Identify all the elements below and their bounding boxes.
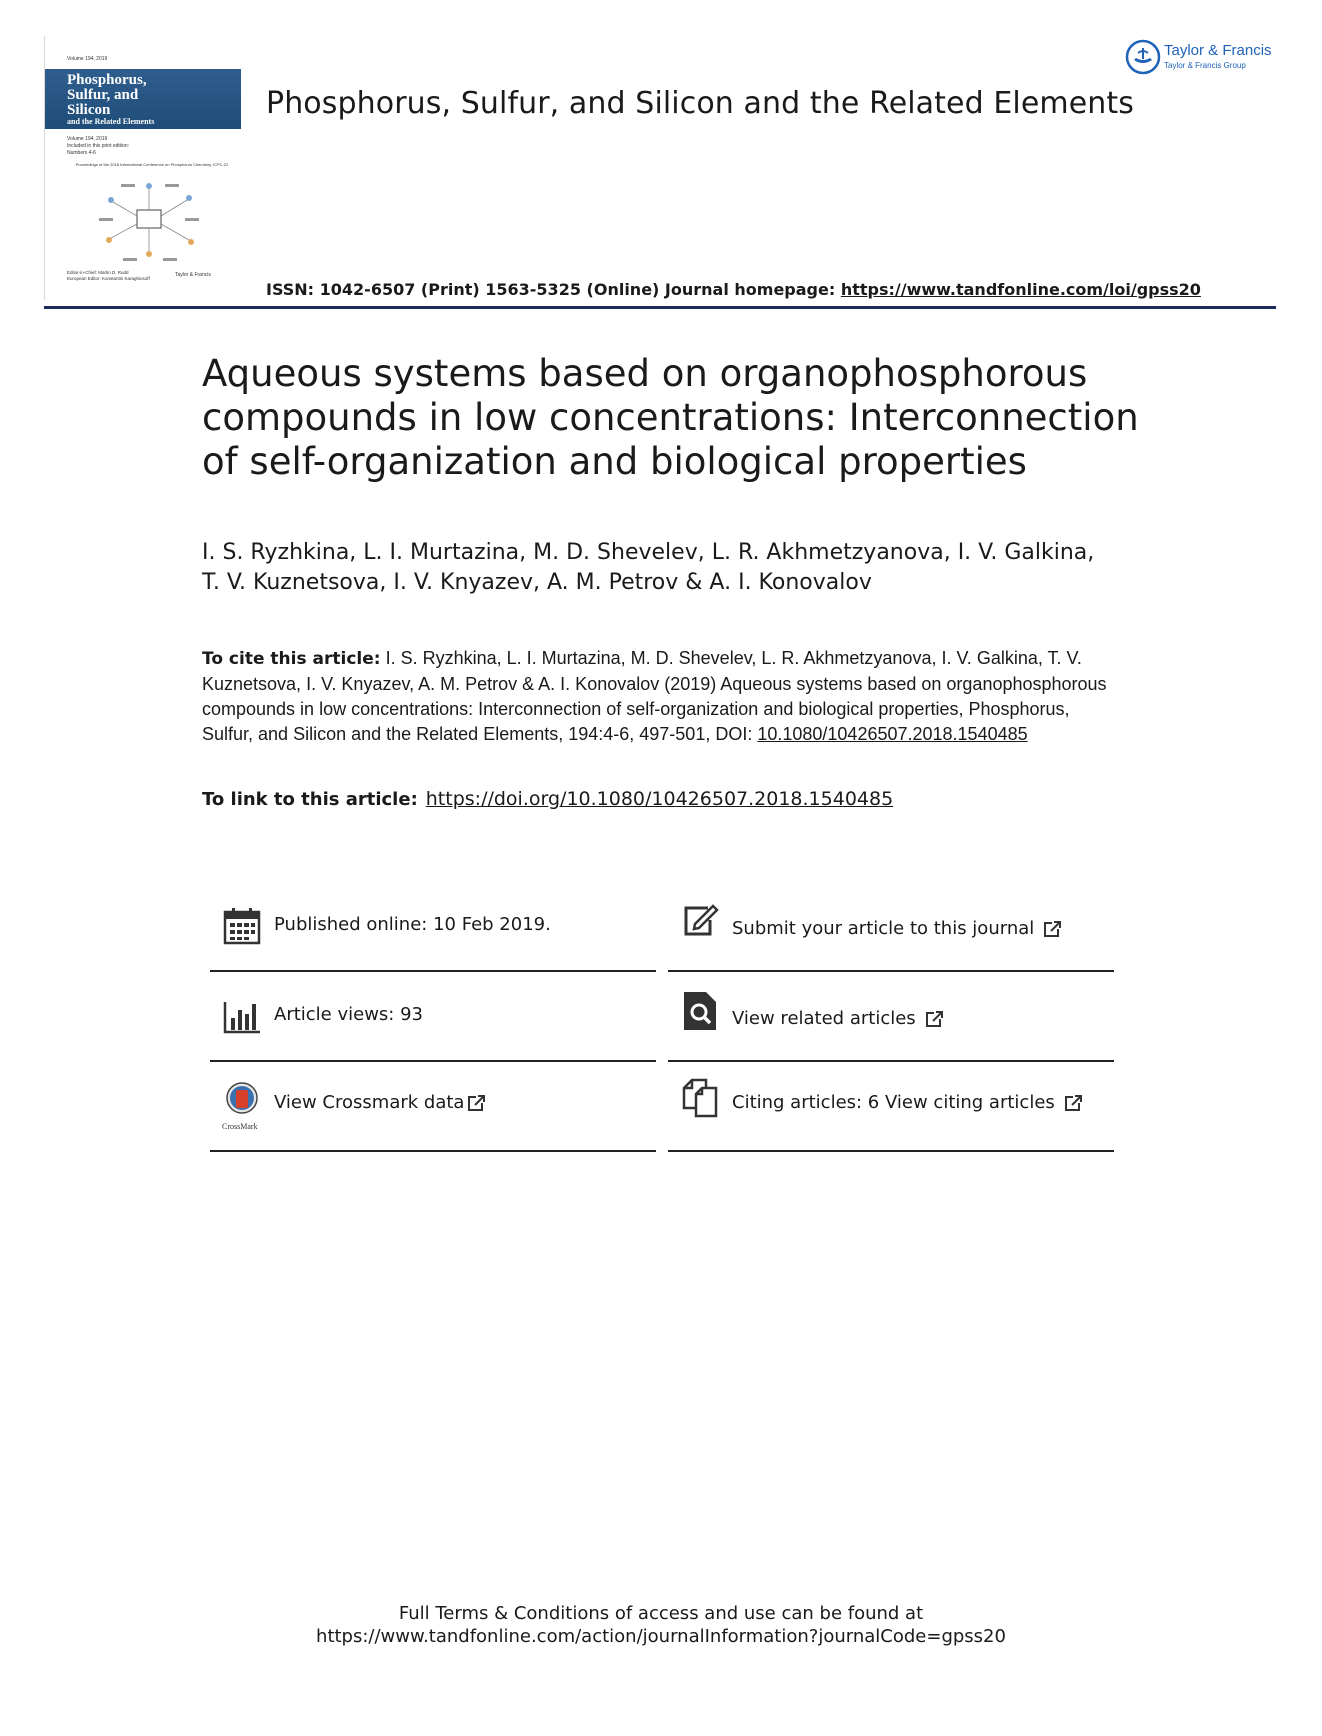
cover-publisher-mark: Taylor & Francis <box>175 272 211 278</box>
citing-articles-link[interactable] <box>732 1092 1083 1113</box>
cell-divider <box>210 1150 656 1152</box>
submit-article-cell[interactable] <box>668 892 1114 972</box>
published-online-cell <box>210 892 656 972</box>
external-link-icon <box>466 1094 486 1112</box>
crossmark-link[interactable] <box>274 1092 486 1113</box>
cell-divider <box>210 970 656 972</box>
related-articles-cell[interactable] <box>668 982 1114 1062</box>
cover-meta: Volume 194, 2019 Included in this print edition: Numbers 4-6 <box>67 136 129 156</box>
external-link-icon <box>1063 1094 1083 1112</box>
related-articles-label: View related articles <box>732 1008 916 1029</box>
issn-line <box>266 280 1201 299</box>
cell-divider <box>668 1150 1114 1152</box>
cover-subtitle: and the Related Elements <box>67 117 155 126</box>
cite-label: To cite this article: <box>202 649 381 669</box>
external-link-icon <box>924 1010 944 1028</box>
publisher-name: Taylor & Francis <box>1164 42 1272 59</box>
article-authors: I. S. Ryzhkina, L. I. Murtazina, M. D. Shevelev, L. R. Akhmetzyanova, I. V. Galkina, T. V. Kuznetsova, I. V. Knyazev, A. M. Petrov & A. I. Konovalov <box>202 540 1095 595</box>
crossmark-cell[interactable] <box>210 1072 656 1152</box>
search-document-icon <box>680 990 720 1030</box>
calendar-icon <box>222 906 262 946</box>
crossmark-logo-text: CrossMark <box>222 1122 258 1131</box>
issn-text: ISSN: 1042-6507 (Print) 1563-5325 (Online) Journal homepage: <box>266 280 841 299</box>
taylor-francis-logo-icon <box>1124 38 1162 76</box>
header-divider <box>44 306 1276 309</box>
journal-cover <box>44 36 240 300</box>
article-views-cell <box>210 982 656 1062</box>
cite-text: I. S. Ryzhkina, L. I. Murtazina, M. D. Shevelev, L. R. Akhmetzyanova, I. V. Galkina, T. V. Kuznetsova, I. V. Knyazev, A. M. Petrov & A. I. Konovalov (2019) Aqueous systems based on organophosphorous compounds in low concentrations: Interconnection of self-organization and biological properties, Phosphorus, Sulfur, and Silicon and the Related Elements, 194:4-6, 497-501, DOI: <box>202 648 1107 744</box>
bar-chart-icon <box>222 996 262 1036</box>
external-link-icon <box>1042 920 1062 938</box>
citing-articles-cell[interactable] <box>668 1072 1114 1152</box>
publisher-group: Taylor & Francis Group <box>1164 61 1246 70</box>
published-online-text: Published online: 10 Feb 2019. <box>274 914 551 935</box>
cover-volume-line: Volume 194, 2019 <box>67 56 108 62</box>
cover-diagram-icon <box>95 176 205 268</box>
article-link-line <box>202 788 893 810</box>
related-articles-link[interactable] <box>732 1008 944 1029</box>
copy-documents-icon <box>680 1078 720 1118</box>
cover-editors: Editor-in-Chief: Martin D. Rudd European Editor: Konstantin Karaghiosoff <box>67 270 150 281</box>
journal-name: Phosphorus, Sulfur, and Silicon and the Related Elements <box>266 86 1134 121</box>
crossmark-label: View Crossmark data <box>274 1092 465 1113</box>
link-label: To link to this article: <box>202 789 418 810</box>
crossmark-icon <box>222 1082 262 1122</box>
citation-block <box>202 646 1122 747</box>
cover-proceedings: Proceedings of the 2018 International Conference on Phosphorus Chemistry, ICPC-22 <box>75 162 229 167</box>
journal-homepage-link[interactable]: https://www.tandfonline.com/loi/gpss20 <box>840 280 1201 299</box>
citing-articles-label: Citing articles: 6 View citing articles <box>732 1092 1055 1113</box>
footer <box>0 1602 1322 1648</box>
article-doi-link[interactable]: https://doi.org/10.1080/10426507.2018.1540485 <box>425 788 894 810</box>
cell-divider <box>210 1060 656 1062</box>
submit-article-link[interactable] <box>732 918 1062 939</box>
cover-title: Phosphorus, Sulfur, and Silicon <box>67 72 147 118</box>
article-title: Aqueous systems based on organophosphorous compounds in low concentrations: Interconnection of self-organization and biological properties <box>202 352 1139 483</box>
cell-divider <box>668 1060 1114 1062</box>
cite-doi-link[interactable]: 10.1080/10426507.2018.1540485 <box>757 724 1028 744</box>
footer-terms-link[interactable]: https://www.tandfonline.com/action/journalInformation?journalCode=gpss20 <box>316 1626 1006 1647</box>
footer-terms-text: Full Terms & Conditions of access and use can be found at <box>398 1603 924 1624</box>
edit-pencil-icon <box>680 900 720 940</box>
cell-divider <box>668 970 1114 972</box>
submit-article-label: Submit your article to this journal <box>732 918 1035 939</box>
article-views-text: Article views: 93 <box>274 1004 423 1025</box>
